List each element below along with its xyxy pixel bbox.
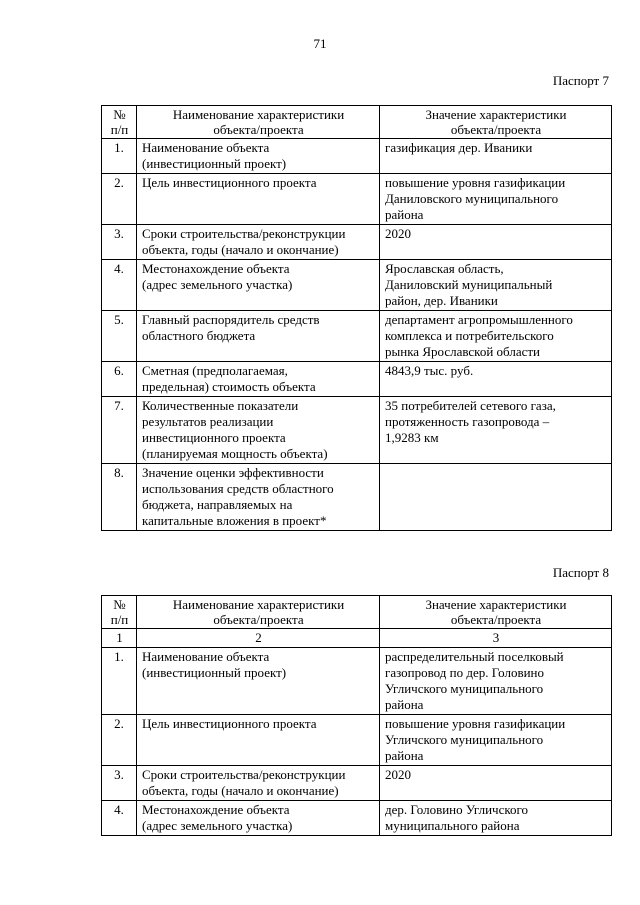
column-number: 2: [137, 629, 380, 648]
header-characteristic-value: Значение характеристики объекта/проекта: [380, 106, 612, 139]
column-number: 1: [102, 629, 137, 648]
table-row: [102, 464, 612, 531]
passport-8-label: Паспорт 8: [552, 565, 609, 580]
header-characteristic-name: Наименование характеристики объекта/проекта: [137, 106, 380, 139]
characteristic-name: Цель инвестиционного проекта: [137, 174, 380, 225]
row-number: 1.: [102, 648, 137, 715]
characteristic-name: Местонахождение объекта (адрес земельного участка): [137, 260, 380, 311]
table-row: [102, 362, 612, 397]
row-number: 7.: [102, 397, 137, 464]
table-row: [102, 766, 612, 801]
table-row: [102, 715, 612, 766]
table-row: [102, 801, 612, 836]
passport-8-table: [101, 595, 612, 836]
column-numbering-row: [102, 629, 612, 648]
header-characteristic-value: Значение характеристики объекта/проекта: [380, 596, 612, 629]
row-number: 5.: [102, 311, 137, 362]
characteristic-value: 35 потребителей сетевого газа, протяженность газопровода – 1,9283 км: [380, 397, 612, 464]
characteristic-name: Сметная (предполагаемая, предельная) стоимость объекта: [137, 362, 380, 397]
characteristic-name: Наименование объекта (инвестиционный проект): [137, 648, 380, 715]
table-row: [102, 174, 612, 225]
row-number: 1.: [102, 139, 137, 174]
passport-7-label: Паспорт 7: [552, 73, 609, 88]
row-number: 6.: [102, 362, 137, 397]
characteristic-name: Сроки строительства/реконструкции объекта, годы (начало и окончание): [137, 225, 380, 260]
row-number: 3.: [102, 766, 137, 801]
characteristic-value: дер. Головино Угличского муниципального района: [380, 801, 612, 836]
table-row: [102, 260, 612, 311]
characteristic-value: повышение уровня газификации Даниловского муниципального района: [380, 174, 612, 225]
characteristic-value: распределительный поселковый газопровод по дер. Головино Угличского муниципального района: [380, 648, 612, 715]
column-number: 3: [380, 629, 612, 648]
header-characteristic-name: Наименование характеристики объекта/проекта: [137, 596, 380, 629]
header-number: № п/п: [102, 596, 137, 629]
characteristic-value: департамент агропромышленного комплекса и потребительского рынка Ярославской области: [380, 311, 612, 362]
characteristic-value: газификация дер. Иваники: [380, 139, 612, 174]
table-row: [102, 397, 612, 464]
table-row: [102, 311, 612, 362]
row-number: 8.: [102, 464, 137, 531]
characteristic-value: 2020: [380, 766, 612, 801]
passport-7-table: [101, 105, 612, 531]
characteristic-value: повышение уровня газификации Угличского муниципального района: [380, 715, 612, 766]
row-number: 3.: [102, 225, 137, 260]
table-row: [102, 139, 612, 174]
characteristic-name: Значение оценки эффективности использования средств областного бюджета, направляемых на капитальные вложения в проект*: [137, 464, 380, 531]
characteristic-name: Цель инвестиционного проекта: [137, 715, 380, 766]
table-header-row: [102, 106, 612, 139]
header-number: № п/п: [102, 106, 137, 139]
characteristic-name: Сроки строительства/реконструкции объекта, годы (начало и окончание): [137, 766, 380, 801]
characteristic-value: 2020: [380, 225, 612, 260]
page-number: 71: [313, 36, 327, 51]
table-row: [102, 225, 612, 260]
characteristic-value: 4843,9 тыс. руб.: [380, 362, 612, 397]
row-number: 4.: [102, 801, 137, 836]
characteristic-name: Главный распорядитель средств областного бюджета: [137, 311, 380, 362]
table-header-row: [102, 596, 612, 629]
row-number: 4.: [102, 260, 137, 311]
row-number: 2.: [102, 715, 137, 766]
characteristic-name: Количественные показатели результатов реализации инвестиционного проекта (планируемая мощность объекта): [137, 397, 380, 464]
characteristic-value: Ярославская область, Даниловский муниципальный район, дер. Иваники: [380, 260, 612, 311]
table-row: [102, 648, 612, 715]
row-number: 2.: [102, 174, 137, 225]
characteristic-value: [380, 464, 612, 531]
characteristic-name: Наименование объекта (инвестиционный проект): [137, 139, 380, 174]
characteristic-name: Местонахождение объекта (адрес земельного участка): [137, 801, 380, 836]
